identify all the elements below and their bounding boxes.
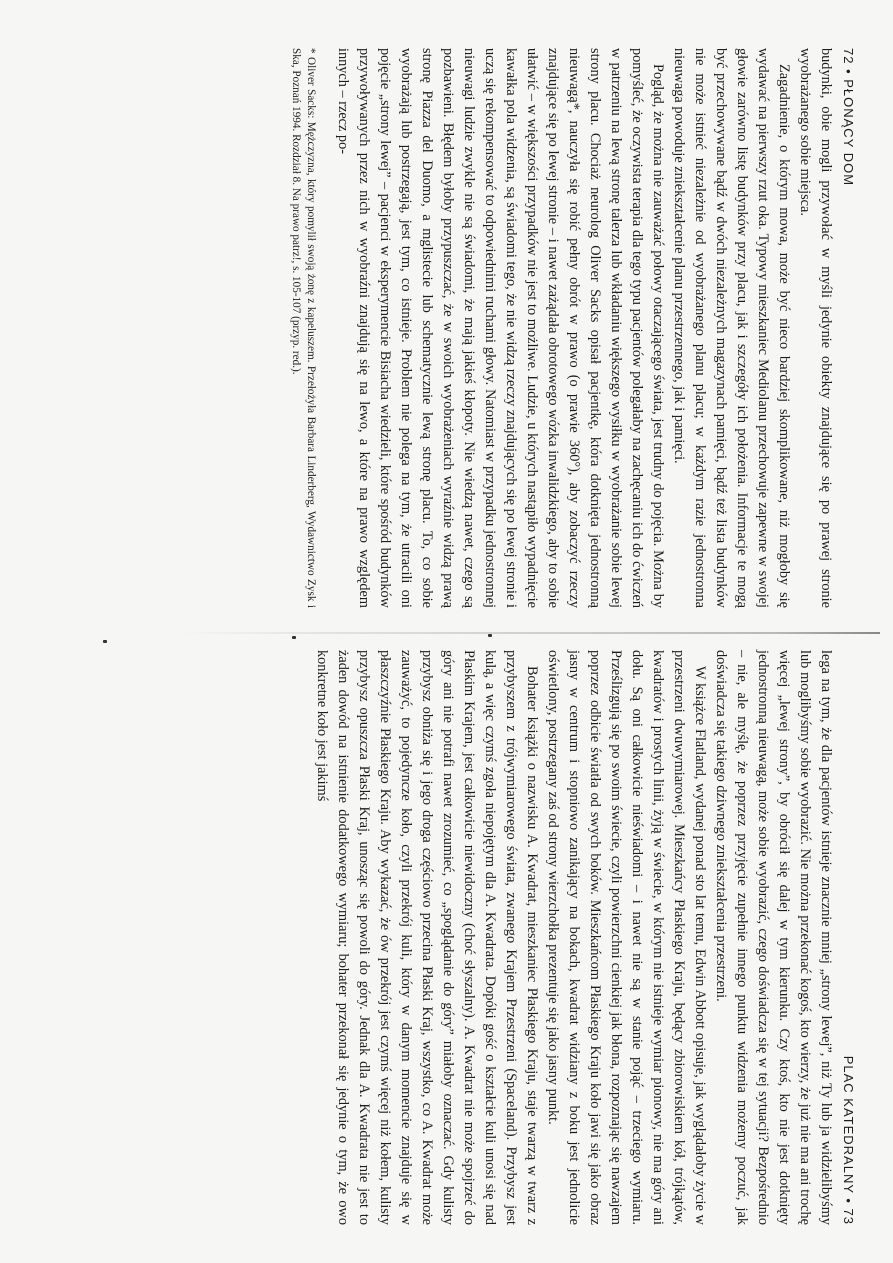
running-head-left: 72 • PŁONĄCY DOM <box>841 48 856 187</box>
left-page <box>100 48 860 608</box>
paragraph: Bohater książki o nazwisku A. Kwadrat, mieszkaniec Płaskiego Kraju, staje twarzą w twarz z przybyszem z trójwymiarowego świata, zwanego Krajem Przestrzeni (Spaceland). Przybysz jest kulą, a więc czymś zgoła niepojętym dla A. Kwadrata. Dopóki gość o kształcie kuli unosi się nad Płaskim Krajem, jest całkowicie niewidoczny (choć słyszalny). A. Kwadrat nie może spojrzeć do góry ani nie potrafi nawet zrozumieć, co „spoglądanie do góry” miałoby oznaczać. Gdy kulisty przybysz obniża się i jego droga częściowo przecina Płaski Kraj, wszystko, co A. Kwadrat może zauważyć, to pojedyncze koło, czyli przekrój kuli, który w danym momencie znajduje się w płaszczyźnie Płaskiego Kraju. Aby wykazać, że ów przekrój jest czymś więcej niż kołem, kulisty przybysz opuszcza Płaski Kraj, unosząc się powoli do góry. Jednak dla A. Kwadrata nie jest to żaden dowód na istnienie dodatkowego wymiaru; bohater przekonał się jedynie o tym, że owo konkretne koło jest jakimś <box>314 650 540 1225</box>
footnote: * Oliver Sacks: Mężczyzna, który pomylił swoją żonę z kapeluszem. Przełożyła Barbara Linderberg, Wydawnictwo Zysk i Ska, Poznań 1994. Rozdział 8. Na prawo patrz!, s. 105-107 (przyp. red.). <box>290 48 317 608</box>
page-fold-line <box>180 632 880 634</box>
paragraph: lega na tym, że dla pacjentów istnieje znacznie mniej „strony lewej”, niż Ty lub ja widzielibyśmy lub moglibyśmy sobie wyobrazić. Nie można przekonać kogoś, kto wierzy, że już nie ma ani trochę więcej „lewej strony”, by obrócił się dalej w tym kierunku. Czy ktoś, kto nie jest dotknięty jednostronną nieuwagą, może sobie wyobrazić, czego doświadcza się w tej sytuacji? Bezpośrednio – nie, ale myślę, że poprzez przyjęcie zupełnie innego punktu widzenia możemy poczuć, jak doświadcza się takiego dziwnego zniekształcenia przestrzeni. <box>713 650 834 1225</box>
paragraph: Pogląd, że można nie zauważać połowy otaczającego świata, jest trudny do pojęcia. Można by pomyśleć, że oczywista terapia dla tego typu pacjentów polegałaby na zachęcaniu ich do ćwiczeń w patrzeniu na lewą stronę talerza lub wkładaniu większego wysiłku w wyobrażanie sobie lewej strony placu. Chociaż neurolog Oliver Sacks opisał pacjentkę, która dotknięta jednostronną nieuwagą*, nauczyła się robić pełny obrót w prawo (o prawie 360°), aby zobaczyć rzeczy znajdujące się po lewej stronie – i nawet zażądała obrotowego wózka inwalidzkiego, aby to sobie ułatwić – w większości przypadków nie jest to możliwe. Ludzie, u których nastąpiło wypadnięcie kawałka pola widzenia, są świadomi tego, że nie widzą rzeczy znajdujących się po lewej stronie i uczą się rekompensować to odpowiednimi ruchami głowy. Natomiast w przypadku jednostronnej nieuwagi ludzie zwykle nie są świadomi, że mają jakieś kłopoty. Nie wiedzą nawet, czego są pozbawieni. Błędem byłoby przypuszczać, że w swoich wyobrażeniach wyraźnie widzą prawą stronę Piazza del Duomo, a mglistecie lub schematycznie lewą stronę placu. To, co sobie wyobrażają lub postrzegają, jest tym, co istnieje. Problem nie polega na tym, że utracili oni pojęcie „strony lewej” – pacjenci w eksperymencie Bisiacha wiedzieli, które spośród budynków przywoływanych przez nich w wyobraźni znajdują się na lewo, a które na prawo względem innych – rzecz po- <box>335 48 666 608</box>
right-page <box>100 650 860 1225</box>
scan-speck <box>488 634 492 637</box>
right-page-body <box>311 650 836 1225</box>
paragraph: Zagadnienie, o którym mowa, może być nieco bardziej skomplikowane, niż mogłoby się wydawać na pierwszy rzut oka. Typowy mieszkaniec Mediolanu przechowuje zapewne w swojej głowie zarówno listę budynków przy placu, jak i szczegóły ich położenia. Informacje te mogą być przechowywane bądź w dwóch niezależnych magazynach pamięci, bądź też lista budynków nie może istnieć niezależnie od wyobrażanego planu placu; w każdym razie jednostronna nieuwaga powoduje zniekształcenie planu przestrzennego, jak i pamięci. <box>671 48 792 608</box>
paragraph: W książce Flatland, wydanej ponad sto lat temu, Edwin Abbott opisuje, jak wyglądałoby życie w przestrzeni dwuwymiarowej. Mieszkańcy Płaskiego Kraju, będący zbiorowiskiem kół, trójkątów, kwadratów i prostych linii, żyją w świecie, w którym nie istnieje wymiar pionowy, nie ma góry ani dołu. Są oni całkowicie nieświadomi – i nawet nie są w stanie pojąć – trzeciego wymiaru. Prześlizgują się po swoim świecie, czyli powierzchni cienkiej jak błona, rozpoznając się nawzajem poprzez odbicie światła od swych boków. Mieszkańcom Płaskiego Kraju koło jawi się jako obraz jasny w centrum i stopniowo zanikający na bokach, kwadrat widziany z boku jest jednolicie oświetlony, postrzegany zaś od strony wierzchołka prezentuje się jako jasny punkt. <box>545 650 708 1225</box>
left-page-body <box>332 48 836 608</box>
scan-speck <box>103 640 107 643</box>
running-head-right: PLAC KATEDRALNY • 73 <box>841 1055 856 1225</box>
paragraph: budynki, obie mogli przywołać w myśli jedynie obiekty znajdujące się po prawej stronie wyobrażanego sobie miejsca. <box>797 48 834 608</box>
scan-speck <box>292 636 296 639</box>
